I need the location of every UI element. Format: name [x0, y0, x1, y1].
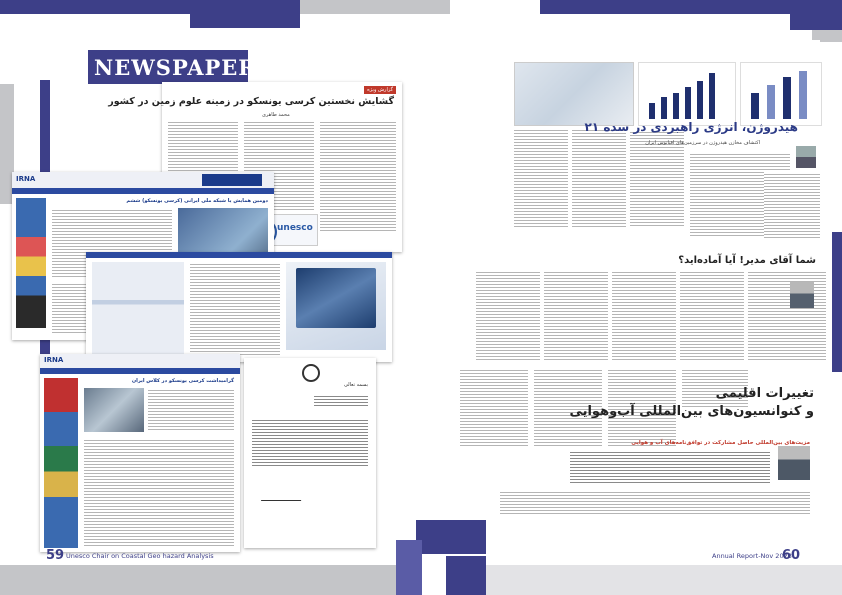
hydrogen-chart-2 [740, 62, 822, 126]
clip-label: گزارش ویژه [364, 86, 396, 94]
author-photo [796, 146, 816, 168]
web-clip-2-image [84, 388, 144, 432]
bottom-gray-right [486, 565, 842, 595]
right-vertical-band [832, 232, 842, 372]
left-page-number: 59 [46, 548, 65, 563]
web-clip-2-headline: گرامیداشت کرسی یونسکو در کلاس ایران [131, 378, 234, 384]
web-clip-2 [86, 252, 392, 362]
hydrogen-map [514, 62, 634, 126]
article-manager [476, 270, 826, 366]
bottom-gray-left [0, 565, 396, 595]
center-bottom-bar [396, 540, 422, 595]
article-hydrogen [514, 40, 820, 252]
climate-kicker: مزیت‌های بین‌المللی حاصل مشارکت در توافق‌نامه‌های آب و هوایی [631, 440, 810, 446]
top-band-block [190, 0, 300, 28]
unesco-logo-2: unesco [246, 214, 318, 246]
web-clip-site: IRNA [16, 175, 36, 183]
web-clip-2-site: IRNA [44, 356, 64, 364]
top-band-right-block [790, 0, 842, 30]
center-bottom-block [416, 520, 486, 554]
clip-headline: گشایش نخستین کرسی یونسکو در زمینه علوم زمین در کشور [108, 96, 394, 107]
web-clip-irna-2 [40, 354, 240, 552]
hydrogen-headline: هیدروژن، انرژی راهبردی در سده ۲۱ [584, 120, 798, 134]
emblem-icon [302, 364, 320, 382]
top-band-gray [300, 0, 450, 14]
climate-headline-line2: و کنوانسیون‌های بین‌المللی آب‌وهوایی [569, 404, 814, 419]
climate-lead [570, 450, 770, 484]
section-title: NEWSPAPER [94, 55, 257, 80]
climate-author-photo [778, 446, 810, 480]
hydrogen-subhead: اکتشاف مخازن هیدروژن در سرزمین‌های اقیانوس ایران [645, 140, 760, 146]
letter-header: بسمه تعالی [343, 382, 368, 388]
irna-logo-icon [202, 174, 262, 186]
climate-body [500, 490, 810, 516]
hydrogen-chart-1 [638, 62, 736, 126]
right-page-number: 60 [782, 548, 801, 563]
official-letter [244, 358, 376, 548]
signature [261, 484, 307, 501]
clip-author: محمد طاهری [262, 112, 290, 118]
web-clip-headline: دومین همایش یا شبکه ملی ایرانی (کرسی یونسکو) ششم [126, 198, 268, 204]
manager-headline: شما آقای مدیر! آیا آماده‌اید؟ [678, 255, 816, 266]
climate-headline-line1: تغییرات اقلیمی [715, 386, 814, 401]
right-footer-label: Annual Report-Nov 2023 [712, 552, 792, 560]
center-bottom-block-2 [446, 556, 486, 595]
manager-author-photo [790, 282, 814, 308]
left-footer-label: Unesco Chair on Coastal Geo hazard Analysis [66, 552, 214, 560]
